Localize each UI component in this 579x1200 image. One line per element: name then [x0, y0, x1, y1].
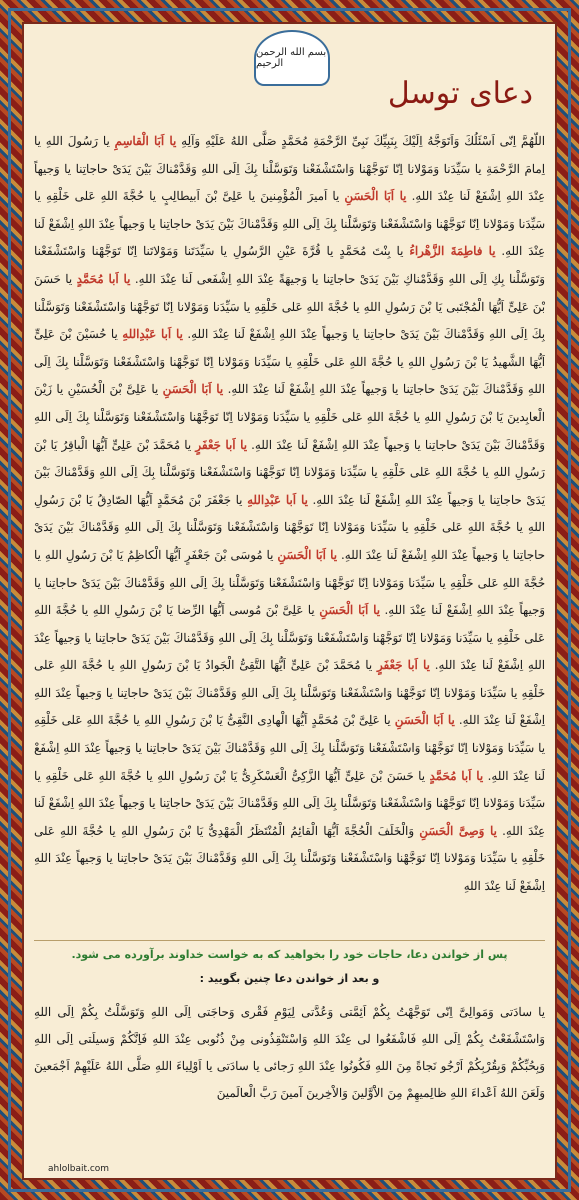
dua-segment: يا حَسَنَ بْنَ عَلِىٍّ اَيُّهَا الزَّكِىُّ الْعَسْكَرِىُّ يَا بْنَ رَسُولِ اللهِ يا حُجَّةَ اللهِ عَلى خَلْقِهِ يا سَيِّدَنا وَمَوْلانا اِنّا تَوَجَّهْنا وَاسْتَشْفَعْنا وَتَوَسَّلْنا بِكَ اِلَى اللهِ وَقَدَّمْناكَ بَيْنَ يَدَىْ حاجاتِنا يا وَجيهاً عِنْدَ اللهِ اِشْفَعْ لَنا عِنْدَ اللهِ. — [34, 768, 545, 838]
invocation-highlight: يا فاطِمَةَ الزَّهْراءُ — [409, 244, 496, 259]
document-panel — [22, 22, 557, 1180]
invocation-highlight: يا اَبَا الْحَسَنِ — [344, 189, 407, 204]
dua-segment: وَالْخَلَفَ الْحُجَّةَ اَيُّهَا الْقائِمُ الْمُنْتَظَرُ الْمَهْدِىُّ يَا بْنَ رَسُولِ اللهِ يا حُجَّةَ اللهِ عَلى خَلْقِهِ يا سَيِّدَنا وَمَوْلانا اِنّا تَوَجَّهْنا وَاسْتَشْفَعْنا وَتَوَسَّلْنا بِكَ اِلَى اللهِ وَقَدَّمْناكَ بَيْنَ يَدَىْ حاجاتِنا يا وَجيهاً عِنْدَ اللهِ اِشْفَعْ لَنا عِنْدَ اللهِ — [34, 823, 545, 894]
dua-segment: يا بِنْتَ مُحَمَّدٍ يا قُرَّةَ عَيْنِ الرَّسُولِ يا سَيِّدَتَنا وَمَوْلاتَنا اِنّا تَوَجَّهْنا وَاسْتَشْفَعْنا وَتَوَسَّلْنا بِكِ اِلَى اللهِ وَقَدَّمْناكِ بَيْنَ يَدَىْ حاجاتِنا يا وَجيهَةً عِنْدَ اللهِ اِشْفَعى لَنا عِنْدَ اللهِ. — [34, 244, 545, 286]
basmala-cartouche — [254, 30, 330, 86]
dua-segment: يا حَسَنَ بْنَ عَلِىٍّ اَيُّهَا الْمُجْتَبى يَا بْنَ رَسُولِ اللهِ يا حُجَّةَ اللهِ عَلى خَلْقِهِ يا سَيِّدَنا وَمَوْلانا اِنّا تَوَجَّهْنا وَاسْتَشْفَعْنا وَتَوَسَّلْنا بِكَ اِلَى اللهِ وَقَدَّمْناكَ بَيْنَ يَدَىْ حاجاتِنا يا وَجيهاً عِنْدَ اللهِ اِشْفَعْ لَنا عِنْدَ اللهِ. — [34, 271, 545, 342]
invocation-highlight: يا اَبَا الْقاسِمِ — [114, 134, 177, 148]
invocation-highlight: يا اَبا جَعْفَرٍ — [376, 658, 430, 673]
dua-segment: يا جَعْفَرَ بْنَ مُحَمَّدٍ اَيُّهَا الصّادِقُ يَا بْنَ رَسُولِ اللهِ يا حُجَّةَ اللهِ عَلى خَلْقِهِ يا سَيِّدَنا وَمَوْلانا اِنّا تَوَجَّهْنا وَاسْتَشْفَعْنا وَتَوَسَّلْنا بِكَ اِلَى اللهِ وَقَدَّمْناكَ بَيْنَ يَدَىْ حاجاتِنا يا وَجيهاً عِنْدَ اللهِ اِشْفَعْ لَنا عِنْدَ اللهِ. — [34, 492, 545, 562]
instruction-text-2: و بعد از خواندن دعا چنین بگویید : — [199, 972, 380, 985]
basmala-text: بسم الله الرحمن الرحیم — [256, 47, 327, 69]
dua-segment: يا حُسَيْنَ بْنَ عَلِىٍّ اَيُّهَا الشَّهيدُ يَا بْنَ رَسُولِ اللهِ يا حُجَّةَ اللهِ عَلى خَلْقِهِ يا سَيِّدَنا وَمَوْلانا اِنّا تَوَجَّهْنا وَاسْتَشْفَعْنا وَتَوَسَّلْنا بِكَ اِلَى اللهِ وَقَدَّمْناكَ بَيْنَ يَدَىْ حاجاتِنا يا وَجيهاً عِنْدَ اللهِ اِشْفَعْ لَنا عِنْدَ اللهِ. — [34, 327, 545, 397]
divider — [34, 940, 545, 941]
dua-segment: يا عَلِىَّ بْنَ مُحَمَّدٍ اَيُّهَا الْهادِى النَّقِىُّ يَا بْنَ رَسُولِ اللهِ يا حُجَّةَ اللهِ عَلى خَلْقِهِ يا سَيِّدَنا وَمَوْلانا اِنّا تَوَجَّهْنا وَاسْتَشْفَعْنا وَتَوَسَّلْنا بِكَ اِلَى اللهِ وَقَدَّمْناكَ بَيْنَ يَدَىْ حاجاتِنا يا وَجيهاً عِنْدَ اللهِ اِشْفَعْ لَنا عِنْدَ اللهِ. — [34, 713, 545, 783]
closing-text: يا سادَتى وَمَوالِىَّ اِنّى تَوَجَّهْتُ بِكُمْ اَئِمَّتى وَعُدَّتى لِيَوْمِ فَقْرى وَحاجَتى اِلَى اللهِ وَتَوَسَّلْتُ بِكُمْ اِلَى اللهِ وَاسْتَشْفَعْتُ بِكُمْ اِلَى اللهِ فَاشْفَعُوا لى عِنْدَ اللهِ وَاسْتَنْقِذُونى مِنْ ذُنُوبى عِنْدَ اللهِ فَاِنَّكُمْ وَسيلَتى اِلَى اللهِ وَبِحُبِّكُمْ وَبِقُرْبِكُمْ اَرْجُو نَجاةً مِنَ اللهِ فَكُونُوا عِنْدَ اللهِ رَجائى يا سادَتى يا اَوْلِياءَ اللهِ صَلَّى اللهُ عَلَيْهِمْ اَجْمَعينَ وَلَعَنَ اللهُ اَعْداءَ اللهِ ظالِميهِمْ مِنَ الاَْوَّلينَ وَالاْخِرينَ آمينَ رَبَّ الْعالَمينَ — [34, 1005, 545, 1100]
invocation-highlight: يا اَبا عَبْدِاللهِ — [122, 327, 183, 342]
invocation-highlight: يا وَصِىَّ الْحَسَنِ — [419, 823, 497, 838]
dua-segment: يا عَلِىَّ بْنَ مُوسى اَيُّهَا الرِّضا يَا بْنَ رَسُولِ اللهِ يا حُجَّةَ اللهِ عَلى خَلْقِهِ يا سَيِّدَنا وَمَوْلانا اِنّا تَوَجَّهْنا وَاسْتَشْفَعْنا وَتَوَسَّلْنا بِكَ اِلَى اللهِ وَقَدَّمْناكَ بَيْنَ يَدَىْ حاجاتِنا يا وَجيهاً عِنْدَ اللهِ اِشْفَعْ لَنا عِنْدَ اللهِ. — [34, 603, 545, 673]
instruction-text: پس از خواندن دعا، حاجات خود را بخواهید که به خواست خداوند برآورده می شود. — [71, 948, 508, 961]
dua-segment: يا عَلِىَّ بْنَ الْحُسَيْنِ يا زَيْنَ الْعابِدينَ يَا بْنَ رَسُولِ اللهِ يا حُجَّةَ اللهِ عَلى خَلْقِهِ يا سَيِّدَنا وَمَوْلانا اِنّا تَوَجَّهْنا وَاسْتَشْفَعْنا وَتَوَسَّلْنا بِكَ اِلَى اللهِ وَقَدَّمْناكَ بَيْنَ يَدَىْ حاجاتِنا يا وَجيهاً عِنْدَ اللهِ اِشْفَعْ لَنا عِنْدَ اللهِ. — [34, 382, 545, 452]
invocation-highlight: يا اَبَا الْحَسَنِ — [162, 382, 224, 397]
invocation-highlight: يا اَبَا الْحَسَنِ — [394, 713, 455, 728]
dua-segment: يا مُوسَى بْنَ جَعْفَرٍ اَيُّهَا الْكاظِمُ يَا بْنَ رَسُولِ اللهِ يا حُجَّةَ اللهِ عَلى خَلْقِهِ يا سَيِّدَنا وَمَوْلانا اِنّا تَوَجَّهْنا وَاسْتَشْفَعْنا وَتَوَسَّلْنا بِكَ اِلَى اللهِ وَقَدَّمْناكَ بَيْنَ يَدَىْ حاجاتِنا يا وَجيهاً عِنْدَ اللهِ اِشْفَعْ لَنا عِنْدَ اللهِ. — [34, 547, 545, 618]
page-title: دعای توسل — [387, 76, 533, 111]
dua-segment: يا مُحَمَّدَ بْنَ عَلِىٍّ اَيُّهَا التَّقِىُّ الْجَوادُ يَا بْنَ رَسُولِ اللهِ يا حُجَّةَ اللهِ عَلى خَلْقِهِ يا سَيِّدَنا وَمَوْلانا اِنّا تَوَجَّهْنا وَاسْتَشْفَعْنا وَتَوَسَّلْنا بِكَ اِلَى اللهِ وَقَدَّمْناكَ بَيْنَ يَدَىْ حاجاتِنا يا وَجيهاً عِنْدَ اللهِ اِشْفَعْ لَنا عِنْدَ اللهِ. — [34, 658, 545, 728]
dua-segment: يا اَميرَ الْمُؤْمِنينَ يا عَلِىَّ بْنَ اَبيطالِبٍ يا حُجَّةَ اللهِ عَلى خَلْقِهِ يا سَيِّدَنا وَمَوْلانا اِنّا تَوَجَّهْنا وَاسْتَشْفَعْنا وَتَوَسَّلْنا بِكَ اِلَى اللهِ وَقَدَّمْناكَ بَيْنَ يَدَىْ حاجاتِنا يا وَجيهاً عِنْدَ اللهِ اِشْفَعْ لَنا عِنْدَ اللهِ. — [34, 189, 545, 259]
dua-segment: يا مُحَمَّدَ بْنَ عَلِىٍّ اَيُّهَا الْباقِرُ يَا بْنَ رَسُولِ اللهِ يا حُجَّةَ اللهِ عَلى خَلْقِهِ يا سَيِّدَنا وَمَوْلانا اِنّا تَوَجَّهْنا وَاسْتَشْفَعْنا وَتَوَسَّلْنا بِكَ اِلَى اللهِ وَقَدَّمْناكَ بَيْنَ يَدَىْ حاجاتِنا يا وَجيهاً عِنْدَ اللهِ اِشْفَعْ لَنا عِنْدَ اللهِ. — [34, 437, 545, 507]
dua-segment: اللّهُمَّ اِنّى اَسْئَلُكَ وَاَتَوَجَّهُ اِلَيْكَ بِنَبِيِّكَ نَبِىِّ الرَّحْمَةِ مُحَمَّدٍ صَلَّى اللهُ عَلَيْهِ وَآلِهِ — [176, 134, 545, 148]
invocation-highlight: يا اَبَا الْحَسَنِ — [319, 603, 381, 618]
dua-segment: يا رَسُولَ اللهِ يا اِمامَ الرَّحْمَةِ يا سَيِّدَنا وَمَوْلانا اِنّا تَوَجَّهْنا وَاسْتَشْفَعْنا وَتَوَسَّلْنا بِكَ اِلَى اللهِ وَقَدَّمْناكَ بَيْنَ يَدَىْ حاجاتِنا يا وَجيهاً عِنْدَ اللهِ اِشْفَعْ لَنا عِنْدَ اللهِ. — [34, 134, 545, 204]
invocation-highlight: يا اَبا مُحَمَّدٍ — [429, 768, 484, 783]
site-watermark: ahlolbait.com — [48, 1164, 110, 1174]
invocation-highlight: يا اَبَا الْحَسَنِ — [277, 547, 338, 562]
dua-text — [34, 128, 545, 938]
invocation-highlight: يا اَبا جَعْفَرٍ — [195, 437, 247, 452]
invocation-highlight: يا اَبا عَبْدِاللهِ — [247, 492, 308, 507]
invocation-highlight: يا اَبا مُحَمَّدٍ — [76, 271, 131, 286]
